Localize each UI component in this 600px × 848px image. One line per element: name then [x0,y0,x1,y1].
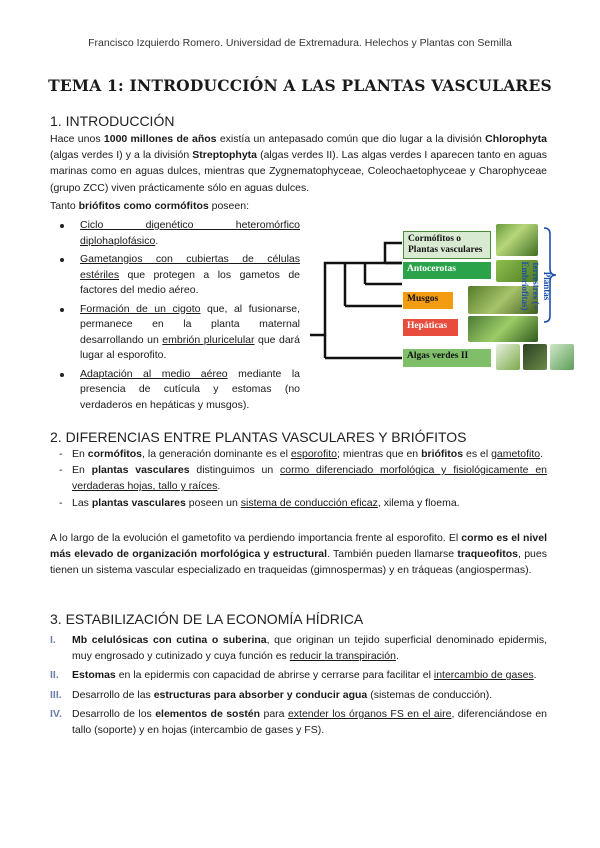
photo-cormofitos [496,224,538,256]
water-economy-list [50,632,547,741]
lead-sentence: Tanto briófitos como cormófitos poseen: [50,200,249,212]
label-cormofitos: Cormófitos o Plantas vasculares [403,231,491,259]
list-item: - En plantas vasculares distinguimos un cormo diferenciado morfológica y fisiológicamente en verdaderas hojas, tallo y raíces. [50,462,547,494]
differences-list [50,446,547,511]
label-musgos: Musgos [403,292,453,309]
list-item: - Las plantas vasculares poseen un sistema de conducción eficaz, xilema y floema. [50,495,547,511]
evolution-paragraph: A lo largo de la evolución el gametofito va perdiendo importancia frente al esporofito. El cormo es el nivel más elevado de organización morfológica y estructural. También pueden llamarse traqueofitos, pues tienen un sistema vascular especializado en traqueidas (gimnospermas) y en tráqueas (angiospermas). [50,532,547,577]
list-item: II. Estomas en la epidermis con capacidad de abrirse y cerrarse para facilitar el intercambio de gases. [50,669,537,682]
list-item: - En cormófitos, la generación dominante es el esporofito; mientras que en briófitos es el gametofito. [50,446,547,462]
list-item: Ciclo digenético heteromórfico diplohaplofásico. [50,218,300,249]
label-hepaticas: Hepáticas [403,319,458,336]
section-2-heading: 2. DIFERENCIAS ENTRE PLANTAS VASCULARES Y BRIÓFITOS [50,429,467,445]
side-label-plantas-terrestres: Plantas terrestres (= Embriofitas) [520,261,552,311]
photo-alga-3 [550,344,574,370]
section-1-heading: 1. INTRODUCCIÓN [50,113,175,129]
running-header: Francisco Izquierdo Romero. Universidad de Extremadura. Helechos y Plantas con Semilla [88,37,512,49]
phylogeny-diagram [300,218,600,378]
list-item: III. Desarrollo de las estructuras para absorber y conducir agua (sistemas de conducción). [50,688,493,701]
intro-paragraph: Hace unos 1000 millones de años existía un antepasado común que dio lugar a la división Chlorophyta (algas verdes I) y a la división Streptophyta (algas verdes II). Las algas verdes I aparecen tanto en aguas marinas como en aguas dulces, mientras que Zygnematophyceae, Coleochaetophyceae y Charophyceae (grupo ZCC) viven prácticamente sólo en aguas dulces. [50,133,547,194]
shared-traits-list [50,218,300,416]
list-item: Gametangios con cubiertas de células estériles que protegen a los gametos de factores del medio aéreo. [50,252,300,299]
page-title: TEMA 1: INTRODUCCIÓN A LAS PLANTAS VASCULARES [48,76,552,95]
list-item: IV. Desarrollo de los elementos de sostén para extender los órganos FS en el aire, diferenciándose en tallo (soporte) y en hojas (intercambio de gases y FS). [50,707,548,737]
photo-alga-2 [523,344,547,370]
list-item: I. Mb celulósicas con cutina o suberina, que originan un tejido superficial denominado epidermis, muy engrosado y cutinizado y cuya función es reducir la transpiración. [50,634,547,663]
list-item: Formación de un cigoto que, al fusionarse, permanece en la planta maternal desarrollando un embrión pluricelular que dará lugar al esporofito. [50,302,300,364]
label-algas-verdes-ii: Algas verdes II [403,349,491,367]
label-antocerotas: Antocerotas [403,262,491,279]
list-item: Adaptación al medio aéreo mediante la presencia de cutícula y estomas (no verdaderos en hepáticas y musgos). [50,367,300,414]
photo-hepaticas [468,316,538,342]
section-3-heading: 3. ESTABILIZACIÓN DE LA ECONOMÍA HÍDRICA [50,611,364,627]
photo-alga-1 [496,344,520,370]
